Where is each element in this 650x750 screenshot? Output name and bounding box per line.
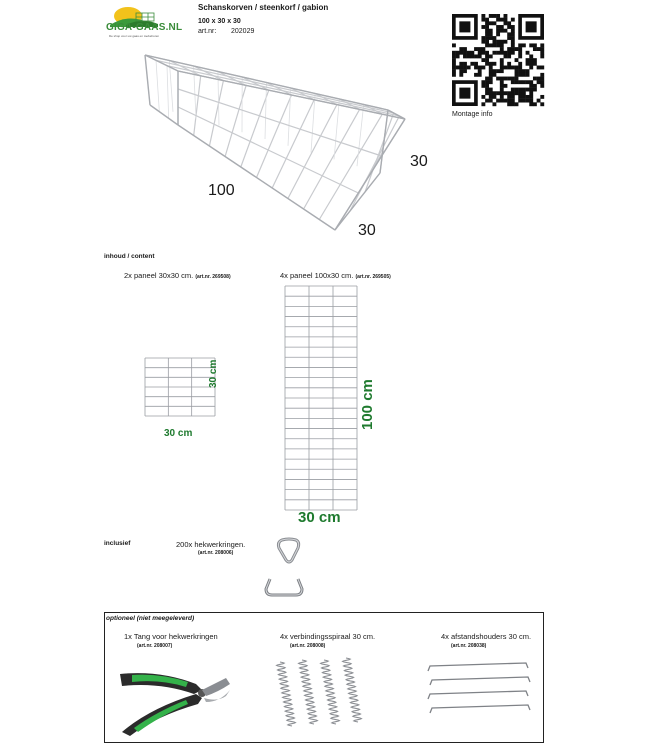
panel-b-artnr: (art.nr. 269505) xyxy=(355,274,391,280)
spacer-rod-icon xyxy=(424,662,534,722)
inclusief-label: hekwerkringen. xyxy=(194,540,246,549)
inclusief-heading: inclusief xyxy=(104,540,131,547)
dim-length: 100 xyxy=(208,182,235,199)
panel-b-dim-height: 100 cm xyxy=(359,379,376,430)
art-label: art.nr: xyxy=(198,28,217,35)
panel-a-qty: 2x xyxy=(124,271,132,280)
logo xyxy=(106,3,184,37)
optional-heading: optioneel (niet meegeleverd) xyxy=(106,615,195,622)
panel-b-name: paneel 100x30 cm. xyxy=(290,271,354,280)
panel-b-label xyxy=(280,271,391,280)
connecting-spiral-icon xyxy=(272,656,372,736)
logo-name: GIGA-GAAS.NL xyxy=(106,22,183,33)
product-size: 100 x 30 x 30 xyxy=(198,18,241,25)
inclusief-artnr: (art.nr. 208006) xyxy=(198,550,234,556)
panel-b-dim-width: 30 cm xyxy=(298,509,341,526)
optional-item-label: 4x afstandshouders 30 cm. xyxy=(441,632,532,641)
panel-a-name: paneel 30x30 cm. xyxy=(134,271,194,280)
panel-a-dim-width: 30 cm xyxy=(164,428,193,439)
dim-height: 30 xyxy=(410,153,428,170)
inclusief-qty: 200x xyxy=(176,540,193,549)
hog-ring-closed-icon xyxy=(274,536,304,566)
panel-a-artnr: (art.nr. 269508) xyxy=(195,274,231,280)
optional-item-artnr: (art.nr. 208007) xyxy=(137,643,173,649)
pliers-icon xyxy=(110,660,240,740)
inclusief-item xyxy=(176,540,245,549)
panel-100x30-drawing xyxy=(284,285,358,511)
optional-item-artnr: (art.nr. 208038) xyxy=(451,643,487,649)
dim-depth: 30 xyxy=(358,222,376,239)
product-title: Schanskorven / steenkorf / gabion xyxy=(198,3,329,12)
panel-b-qty: 4x xyxy=(280,271,288,280)
panel-a-dim-height: 30 cm xyxy=(208,359,219,388)
hog-ring-open-icon xyxy=(262,575,306,601)
art-value: 202029 xyxy=(231,28,255,35)
qr-code-icon[interactable] xyxy=(452,14,544,106)
panel-a-label xyxy=(124,271,231,280)
gabion-basket-drawing xyxy=(130,45,430,245)
optional-item-artnr: (art.nr. 208008) xyxy=(290,643,326,649)
optional-item-label: 4x verbindingsspiraal 30 cm. xyxy=(280,632,376,641)
logo-slogan: De shop voor uw gaas en toebehoren xyxy=(109,34,160,38)
optional-item-label: 1x Tang voor hekwerkringen xyxy=(124,632,218,641)
panel-30x30-drawing xyxy=(144,357,216,417)
qr-caption: Montage info xyxy=(452,111,493,118)
content-heading: inhoud / content xyxy=(104,253,155,260)
